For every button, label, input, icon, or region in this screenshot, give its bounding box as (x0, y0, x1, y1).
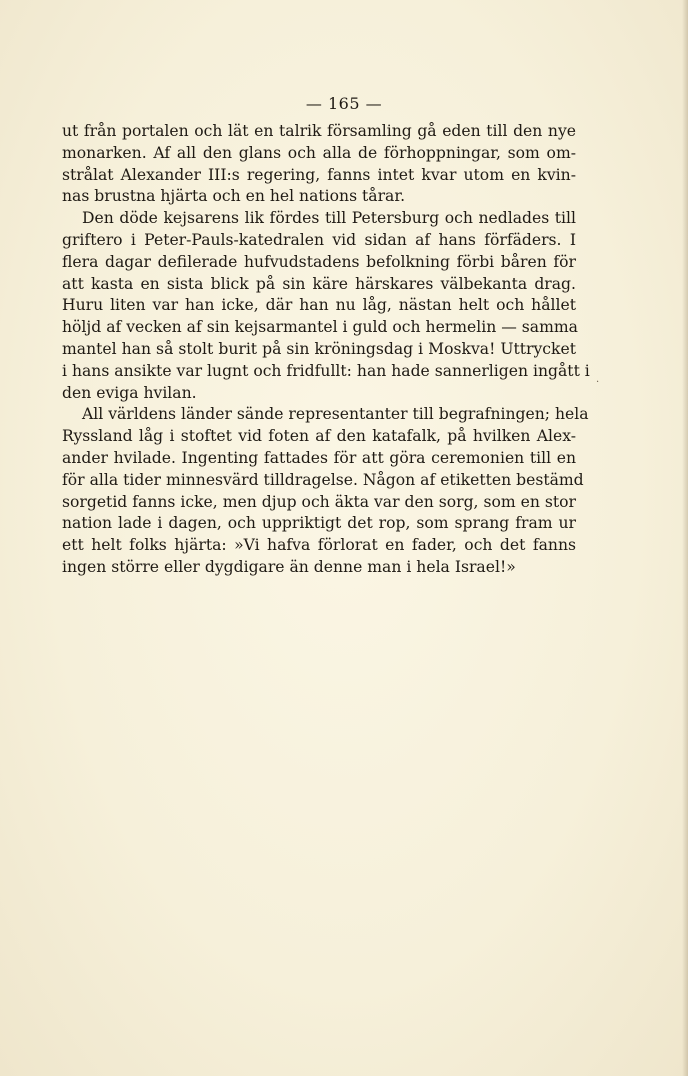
text-line: mantel han så stolt burit på sin kröningsdag i Moskva! Uttrycket (62, 339, 576, 358)
margin-speck: . (596, 374, 600, 385)
text-line: att kasta en sista blick på sin käre härskares välbekanta drag. (62, 274, 576, 293)
paragraph-1 (62, 121, 576, 208)
text-line: nation lade i dagen, och uppriktigt det rop, som sprang fram ur (62, 514, 576, 533)
text-line: flera dagar defilerade hufvudstadens befolkning förbi båren för (62, 252, 576, 271)
text-line: ut från portalen och lät en talrik församling gå eden till den nye (62, 122, 576, 140)
text-line: för alla tider minnesvärd tilldragelse. Någon af etiketten bestämd (62, 470, 584, 489)
text-line: Ryssland låg i stoftet vid foten af den katafalk, på hvilken Alex- (62, 427, 576, 446)
body-text (62, 121, 590, 579)
text-line: griftero i Peter-Pauls-katedralen vid sidan af hans förfäders. I (62, 230, 576, 249)
text-line: i hans ansikte var lugnt och fridfullt: han hade sannerligen ingått i (62, 361, 590, 380)
text-line: strålat Alexander III:s regering, fanns intet kvar utom en kvin- (62, 165, 576, 184)
paragraph-3 (62, 404, 589, 578)
text-line: höljd af vecken af sin kejsarmantel i guld och hermelin — samma (62, 318, 578, 337)
text-line: sorgetid fanns icke, men djup och äkta var den sorg, som en stor (62, 492, 576, 511)
text-line: ander hvilade. Ingenting fattades för att göra ceremonien till en (62, 448, 576, 467)
text-line: Den döde kejsarens lik fördes till Petersburg och nedlades till (82, 209, 576, 228)
text-line: ingen större eller dygdigare än denne man i hela Israel!» (62, 557, 516, 576)
text-line: den eviga hvilan. (62, 383, 197, 402)
text-line: ett helt folks hjärta: »Vi hafva förlorat en fader, och det fanns (62, 536, 576, 555)
paragraph-2 (62, 208, 590, 404)
text-line: monarken. Af all den glans och alla de förhoppningar, som om- (62, 143, 576, 162)
text-line: Huru liten var han icke, där han nu låg, nästan helt och hållet (62, 296, 576, 315)
page-number: — 165 — (305, 94, 383, 113)
text-line: All världens länder sände representanter till begrafningen; hela (82, 405, 589, 424)
page-edge-shadow (682, 0, 688, 1076)
text-line: nas brustna hjärta och en hel nations tårar. (62, 187, 406, 206)
